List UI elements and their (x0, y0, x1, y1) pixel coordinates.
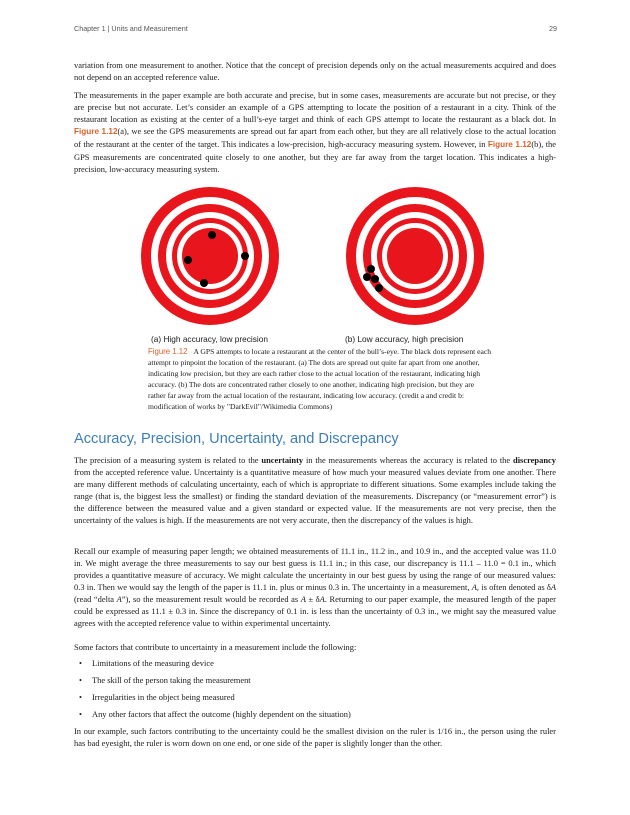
gps-dot (241, 252, 249, 260)
figure-1-12 (140, 186, 490, 346)
list-item: • The skill of the person taking the measurement (74, 674, 544, 691)
target-b-image (345, 186, 485, 326)
gps-dot (371, 275, 379, 283)
bullseye-b-graphic (345, 186, 485, 326)
term-discrepancy: discrepancy (513, 455, 556, 465)
bullseye-a-graphic (140, 186, 280, 326)
figure-caption (148, 346, 493, 412)
paragraph-gps-example: The measurements in the paper example are both accurate and precise, but in some cases, measurements are accurate but not precise, or they are precise but not accurate. Let’s consider an example of a GPS attempting to locate the position of a restaurant in a city. Think of the restaurant location as existing at the center of a bull’s-eye target and think of each GPS attempt to locate the restaurant as a black dot. In Figure 1.12(a), we see the GPS measurements are spread out far apart from each other, but they are all relatively close to the actual location of the restaurant at the center of the target. This indicates a low-precision, high-accuracy measuring system. However, in Figure 1.12(b), the GPS measurements are concentrated quite closely to one another, but they are far away from the target location. This indicates a high-precision, low-accuracy measuring system. (74, 90, 556, 174)
paragraph-factors-example: In our example, such factors contributing to the uncertainty could be the smallest division on the ruler is 1/16 in., the person using the ruler has bad eyesight, the ruler is worn down on one end, or one side of the paper is slightly longer than the other. (74, 726, 556, 748)
target-a-image (140, 186, 280, 326)
sub-caption-b: (b) Low accuracy, high precision (345, 334, 464, 344)
gps-dot (208, 231, 216, 239)
gps-dot (184, 256, 192, 264)
list-item: • Limitations of the measuring device (74, 657, 544, 674)
figure-reference-link[interactable]: Figure 1.12 (487, 140, 532, 149)
sub-caption-a: (a) High accuracy, low precision (151, 334, 268, 344)
paragraph-paper-example: Recall our example of measuring paper length; we obtained measurements of 11.1 in., 11.2 in., and 10.9 in., and the accepted value was 11.0 in. We might average the three measurements to say our best guess is 11.1 in.; in this case, our discrepancy is 11.1 – 11.0 = 0.1 in., which provides a quantitative measure of accuracy. We might calculate the uncertainty in our best guess by using the range of our measured values: 0.3 in. Then we would say the length of the paper is 11.1 in. plus or minus 0.3 in. The uncertainty in a measurement, A, is often denoted as δA (read “delta A”), so the measurement result would be recorded as A ± δA. Returning to our paper example, the measured length of the paper could be expressed as 11.1 ± 0.3 in. Since the discrepancy of 0.1 in. is less than the uncertainty of 0.3 in., we might say the measured value agrees with the accepted reference value to within experimental uncertainty. (74, 546, 556, 628)
running-head (74, 24, 557, 33)
paragraph-precision-intro: variation from one measurement to another. Notice that the concept of precision depends only on the actual measurements acquired and does not depend on an accepted reference value. (74, 60, 556, 82)
figure-caption-text: A GPS attempts to locate a restaurant at the center of the bull’s-eye. The black dots represent each attempt to pinpoint the location of the restaurant. (a) The dots are spread out quite far apart from one another, indicating low precision, but they are each rather close to the actual location of the restaurant, indicating high accuracy. (b) The dots are concentrated rather closely to one another, indicating high precision, but they are rather far away from the actual location of the restaurant, indicating low accuracy. (credit a and credit b: modification of works by "DarkEvil"/Wikimedia Commons) (148, 347, 492, 411)
paragraph-uncertainty-definition: The precision of a measuring system is related to the uncertainty in the measurements whereas the accuracy is related to the discrepancy from the accepted reference value. Uncertainty is a quantitative measure of how much your measured values deviate from one another. There are many different methods of calculating uncertainty, each of which is appropriate to different situations. Some examples include taking the range (that is, the biggest less the smallest) or finding the standard deviation of the measurements. Discrepancy (or “measurement error”) is the difference between the measured value and a given standard or expected value. If the measurements are not very precise, then the uncertainty of the values is high. If the measurements are not very accurate, then the discrepancy of the values is high. (74, 455, 556, 525)
gps-dot (363, 273, 371, 281)
chapter-title: Chapter 1 | Units and Measurement (74, 24, 188, 33)
figure-label: Figure 1.12 (148, 347, 188, 356)
gps-dot (200, 279, 208, 287)
section-heading: Accuracy, Precision, Uncertainty, and Discrepancy (74, 431, 399, 447)
gps-dot (375, 284, 383, 292)
list-item: • Irregularities in the object being measured (74, 691, 544, 708)
list-item: • Any other factors that affect the outcome (highly dependent on the situation) (74, 708, 544, 725)
page-number: 29 (549, 24, 557, 33)
term-uncertainty: uncertainty (261, 455, 304, 465)
gps-dot (367, 265, 375, 273)
paragraph-factors-intro: Some factors that contribute to uncertainty in a measurement include the following: (74, 642, 357, 652)
factors-list (74, 657, 544, 725)
figure-reference-link[interactable]: Figure 1.12 (74, 127, 118, 136)
